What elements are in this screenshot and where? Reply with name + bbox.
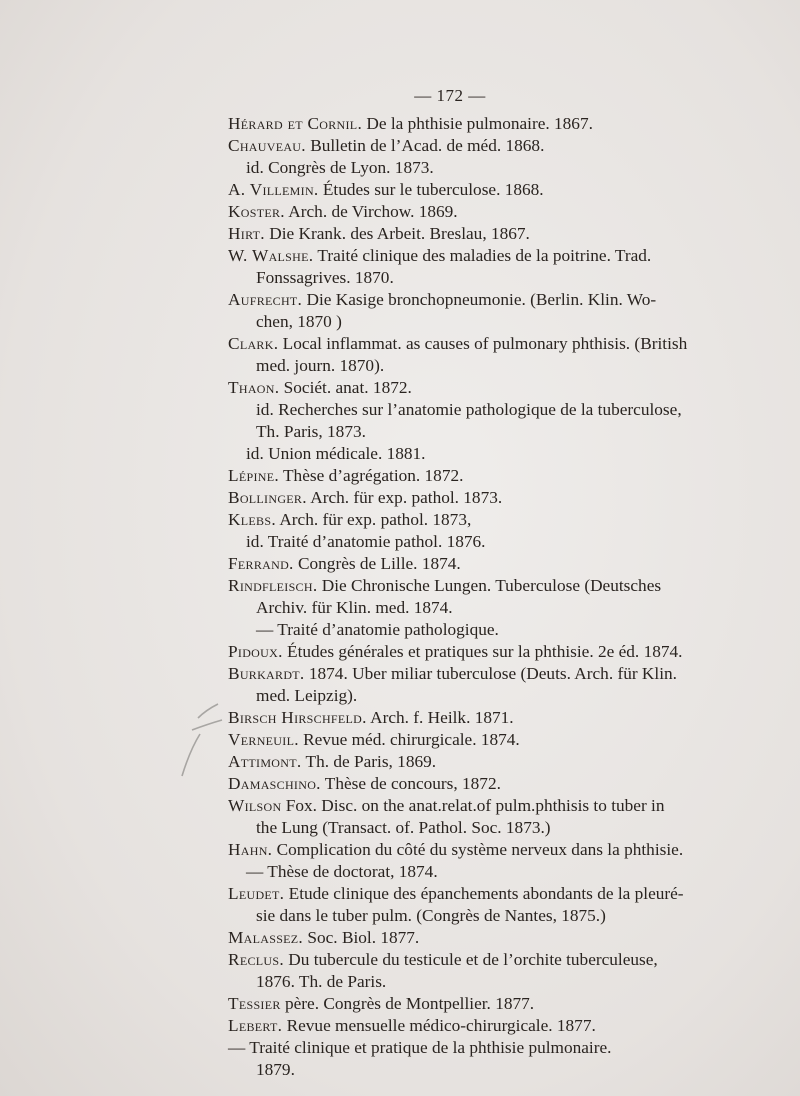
- reference-line: [228, 730, 520, 750]
- reference-text: Thèse de concours, 1872.: [320, 774, 501, 793]
- reference-text: Th. Paris, 1873.: [256, 422, 366, 441]
- reference-text: — Traité d’anatomie pathologique.: [256, 620, 499, 639]
- reference-author: Hérard et Cornil.: [228, 114, 363, 133]
- reference-line: [228, 488, 502, 508]
- reference-text: Die Kasige bronchopneumonie. (Berlin. Klin. Wo-: [302, 290, 657, 309]
- reference-text: Arch. für exp. pathol. 1873,: [275, 510, 472, 529]
- page-number: — 172 —: [414, 86, 486, 105]
- reference-line: [256, 818, 551, 838]
- reference-line: [228, 752, 436, 772]
- reference-author: A. Villemin.: [228, 180, 319, 199]
- reference-text: med. journ. 1870).: [256, 356, 385, 375]
- reference-text: Archiv. für Klin. med. 1874.: [256, 598, 453, 617]
- reference-author: Reclus.: [228, 950, 284, 969]
- reference-line: [228, 1016, 596, 1036]
- reference-text: 1874. Uber miliar tuberculose (Deuts. Arch. für Klin.: [304, 664, 677, 683]
- reference-author: Tessier: [228, 994, 281, 1013]
- reference-line: [228, 136, 544, 156]
- reference-line: [256, 268, 394, 288]
- reference-line: [256, 422, 366, 442]
- reference-author: Hirt.: [228, 224, 265, 243]
- reference-text: Fox. Disc. on the anat.relat.of pulm.phthisis to tuber in: [281, 796, 665, 815]
- reference-text: — Traité clinique et pratique de la phthisie pulmonaire.: [228, 1038, 612, 1057]
- reference-text: Études sur le tuberculose. 1868.: [318, 180, 544, 199]
- reference-text: the Lung (Transact. of. Pathol. Soc. 1873.): [256, 818, 551, 837]
- reference-author: Rindfleisch.: [228, 576, 318, 595]
- reference-author: Klebs.: [228, 510, 276, 529]
- reference-text: Thèse d’agrégation. 1872.: [278, 466, 464, 485]
- reference-line: [256, 686, 357, 706]
- reference-line: [228, 576, 661, 596]
- reference-line: [228, 466, 463, 486]
- reference-author: Lebert.: [228, 1016, 283, 1035]
- reference-text: Sociét. anat. 1872.: [279, 378, 412, 397]
- reference-line: [228, 114, 593, 134]
- reference-line: [228, 840, 683, 860]
- reference-text: id. Congrès de Lyon. 1873.: [246, 158, 434, 177]
- reference-text: Arch. für exp. pathol. 1873.: [306, 488, 503, 507]
- reference-author: Wilson: [228, 796, 282, 815]
- reference-text: père. Congrès de Montpellier. 1877.: [280, 994, 535, 1013]
- reference-author: Verneuil.: [228, 730, 299, 749]
- reference-author: Thaon.: [228, 378, 280, 397]
- reference-line: [228, 950, 658, 970]
- reference-text: Die Krank. des Arbeit. Breslau, 1867.: [264, 224, 530, 243]
- reference-author: Lépine.: [228, 466, 279, 485]
- reference-line: [228, 246, 651, 266]
- reference-line: [228, 290, 656, 310]
- reference-line: [246, 444, 426, 464]
- reference-text: De la phthisie pulmonaire. 1867.: [362, 114, 593, 133]
- reference-author: Bollinger.: [228, 488, 307, 507]
- reference-author: Chauveau.: [228, 136, 306, 155]
- reference-line: [256, 1060, 295, 1080]
- reference-text: id. Recherches sur l’anatomie pathologique de la tuberculose,: [256, 400, 682, 419]
- reference-line: [228, 774, 501, 794]
- reference-line: [228, 796, 664, 816]
- reference-author: Hahn.: [228, 840, 273, 859]
- reference-text: Traité clinique des maladies de la poitrine. Trad.: [313, 246, 652, 265]
- reference-author: Malassez.: [228, 928, 304, 947]
- reference-line: [228, 334, 687, 354]
- reference-author: Damaschino.: [228, 774, 321, 793]
- reference-author: Aufrecht.: [228, 290, 303, 309]
- reference-text: 1876. Th. de Paris.: [256, 972, 387, 991]
- reference-text: Die Chronische Lungen. Tuberculose (Deutsches: [317, 576, 662, 595]
- reference-text: Local inflammat. as causes of pulmonary phthisis. (British: [278, 334, 688, 353]
- reference-line: [228, 224, 530, 244]
- reference-line: [228, 180, 544, 200]
- reference-line: [256, 620, 499, 640]
- reference-author: W. Walshe.: [228, 246, 314, 265]
- reference-author: Koster.: [228, 202, 285, 221]
- reference-text: — Thèse de doctorat, 1874.: [246, 862, 438, 881]
- reference-line: [228, 510, 471, 530]
- reference-line: [256, 598, 453, 618]
- reference-text: med. Leipzig).: [256, 686, 358, 705]
- reference-text: Congrès de Lille. 1874.: [293, 554, 461, 573]
- reference-text: id. Traité d’anatomie pathol. 1876.: [246, 532, 486, 551]
- reference-line: [256, 906, 606, 926]
- reference-text: 1879.: [256, 1060, 295, 1079]
- reference-text: Arch. de Virchow. 1869.: [284, 202, 458, 221]
- reference-text: Études générales et pratiques sur la phthisie. 2e éd. 1874.: [282, 642, 683, 661]
- reference-line: [256, 312, 342, 332]
- reference-line: [256, 356, 384, 376]
- reference-line: [228, 928, 419, 948]
- reference-author: Clark.: [228, 334, 279, 353]
- reference-line: [256, 400, 682, 420]
- reference-line: [228, 1038, 611, 1058]
- reference-text: Complication du côté du système nerveux dans la phthisie.: [272, 840, 684, 859]
- reference-line: [228, 202, 458, 222]
- reference-line: [228, 884, 684, 904]
- reference-text: Bulletin de l’Acad. de méd. 1868.: [305, 136, 545, 155]
- reference-line: [246, 532, 486, 552]
- reference-line: [246, 862, 438, 882]
- reference-text: Soc. Biol. 1877.: [303, 928, 420, 947]
- reference-text: Revue mensuelle médico-chirurgicale. 1877.: [282, 1016, 596, 1035]
- reference-text: Revue méd. chirurgicale. 1874.: [298, 730, 520, 749]
- reference-line: [228, 994, 534, 1014]
- reference-line: [228, 554, 461, 574]
- reference-author: Burkardt.: [228, 664, 305, 683]
- reference-line: [228, 378, 412, 398]
- reference-author: Attimont.: [228, 752, 302, 771]
- reference-line: [228, 642, 682, 662]
- reference-text: Th. de Paris, 1869.: [301, 752, 437, 771]
- reference-line: [246, 158, 434, 178]
- reference-author: Leudet.: [228, 884, 285, 903]
- reference-line: [228, 664, 677, 684]
- reference-line: [228, 708, 514, 728]
- reference-text: sie dans le tuber pulm. (Congrès de Nantes, 1875.): [256, 906, 606, 925]
- reference-author: Pidoux.: [228, 642, 283, 661]
- reference-text: chen, 1870 ): [256, 312, 342, 331]
- reference-text: Arch. f. Heilk. 1871.: [366, 708, 514, 727]
- reference-author: Ferrand.: [228, 554, 294, 573]
- reference-line: [256, 972, 386, 992]
- reference-text: Etude clinique des épanchements abondants de la pleuré-: [284, 884, 684, 903]
- reference-text: Fonssagrives. 1870.: [256, 268, 394, 287]
- reference-text: Du tubercule du testicule et de l’orchite tuberculeuse,: [283, 950, 658, 969]
- reference-author: Birsch Hirschfeld.: [228, 708, 367, 727]
- reference-text: id. Union médicale. 1881.: [246, 444, 426, 463]
